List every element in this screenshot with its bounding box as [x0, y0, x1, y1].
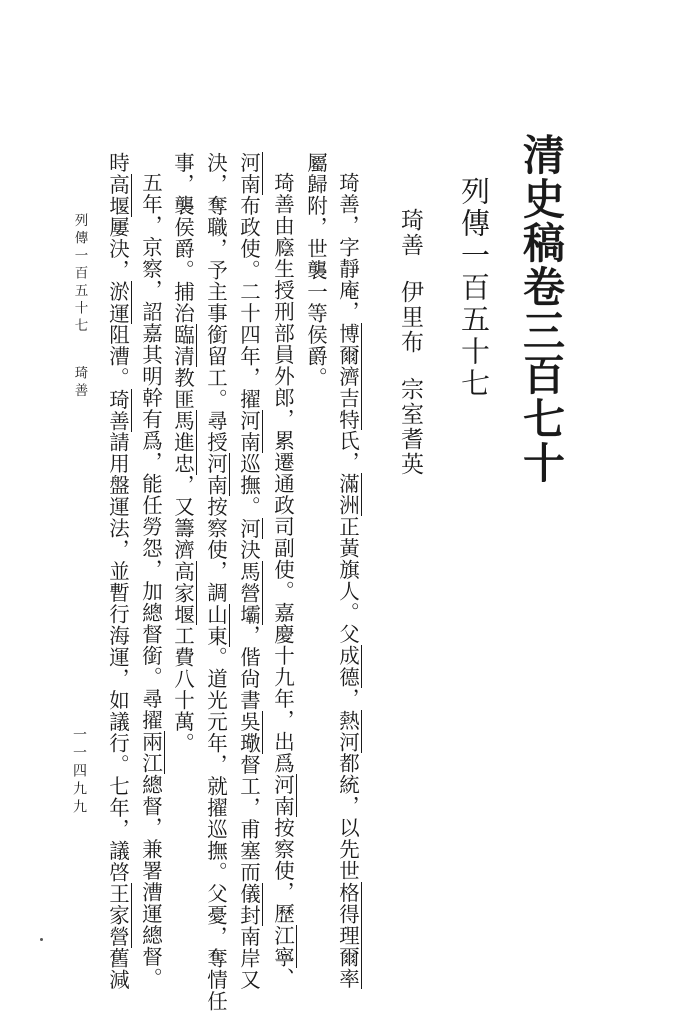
text-line: 琦善由廕生授刑部員外郎，累遷通政司副使。嘉慶十九年，出爲河南按察使，歷江寧、 [270, 172, 295, 989]
proper-noun: 成德 [335, 645, 360, 688]
text-line: 事，襲侯爵。捕治臨清教匪馬進忠，又籌濟高家堰工費八十萬。 [170, 152, 195, 754]
proper-noun: 淤 [105, 281, 130, 303]
subject-name: 琦善 [397, 208, 423, 258]
speck [40, 938, 43, 941]
subject-name: 伊里布 [397, 280, 423, 355]
proper-noun: 馬營壩 [236, 560, 261, 625]
proper-noun: 高堰 [105, 173, 130, 217]
subject-name: 宗室耆英 [397, 377, 423, 477]
text-line: 琦善，字靜庵，博爾濟吉特氏，滿洲正黃旗人。父成德，熱河都統，以先世格得理爾率 [335, 172, 360, 989]
proper-noun: 琦善 [105, 388, 130, 432]
proper-noun: 儀封 [236, 883, 261, 926]
proper-noun: 河南 [236, 152, 261, 195]
running-footer [72, 213, 86, 401]
page-title: 清史稿卷三百七十 [517, 133, 566, 485]
proper-noun: 江寧 [270, 924, 295, 968]
proper-noun: 兩江 [138, 731, 163, 774]
text-line: 時高堰屢決，淤運阻漕。琦善請用盤運法，並暫行海運，如議行。七年，議啓王家營舊減 [105, 152, 130, 991]
chapter-subtitle: 列傳一百五十七 [457, 176, 491, 400]
text-line: 屬歸附，世襲一等侯爵。 [303, 152, 328, 389]
proper-noun: 吳璥 [236, 711, 261, 754]
proper-noun: 滿洲 [335, 473, 360, 516]
footer-name: 琦善 [71, 365, 88, 401]
proper-noun: 河 [236, 517, 261, 539]
footer-label: 列傳一百五十七 [71, 213, 88, 336]
proper-noun: 博爾濟吉特 [335, 322, 360, 430]
proper-noun: 山東 [203, 603, 228, 647]
text-line: 河南布政使。二十四年，擢河南巡撫。河決馬營壩，偕尙書吳璥督工，甫塞而儀封南岸又 [236, 152, 261, 991]
proper-noun: 河南 [270, 774, 295, 817]
proper-noun: 河南 [203, 453, 228, 496]
proper-noun: 運 [105, 302, 130, 324]
proper-noun: 格得理爾率 [335, 881, 360, 989]
proper-noun: 臨清 [170, 324, 195, 367]
proper-noun: 熱河 [335, 709, 360, 753]
proper-noun: 馬進忠 [170, 410, 195, 475]
subjects-list [398, 208, 421, 477]
proper-noun: 河南 [236, 410, 261, 453]
text-line: 五年，京察，詔嘉其明幹有爲，能任勞怨，加總督銜。尋擢兩江總督，兼署漕運總督。 [138, 172, 163, 989]
page-number: 一一四九九 [71, 727, 87, 817]
proper-noun: 高家堰 [170, 560, 195, 625]
text-line: 決，奪職，予主事銜留工。尋授河南按察使，調山東。道光元年，就擢巡撫。父憂，奪情任 [203, 152, 228, 1012]
proper-noun: 王家營 [105, 883, 130, 948]
